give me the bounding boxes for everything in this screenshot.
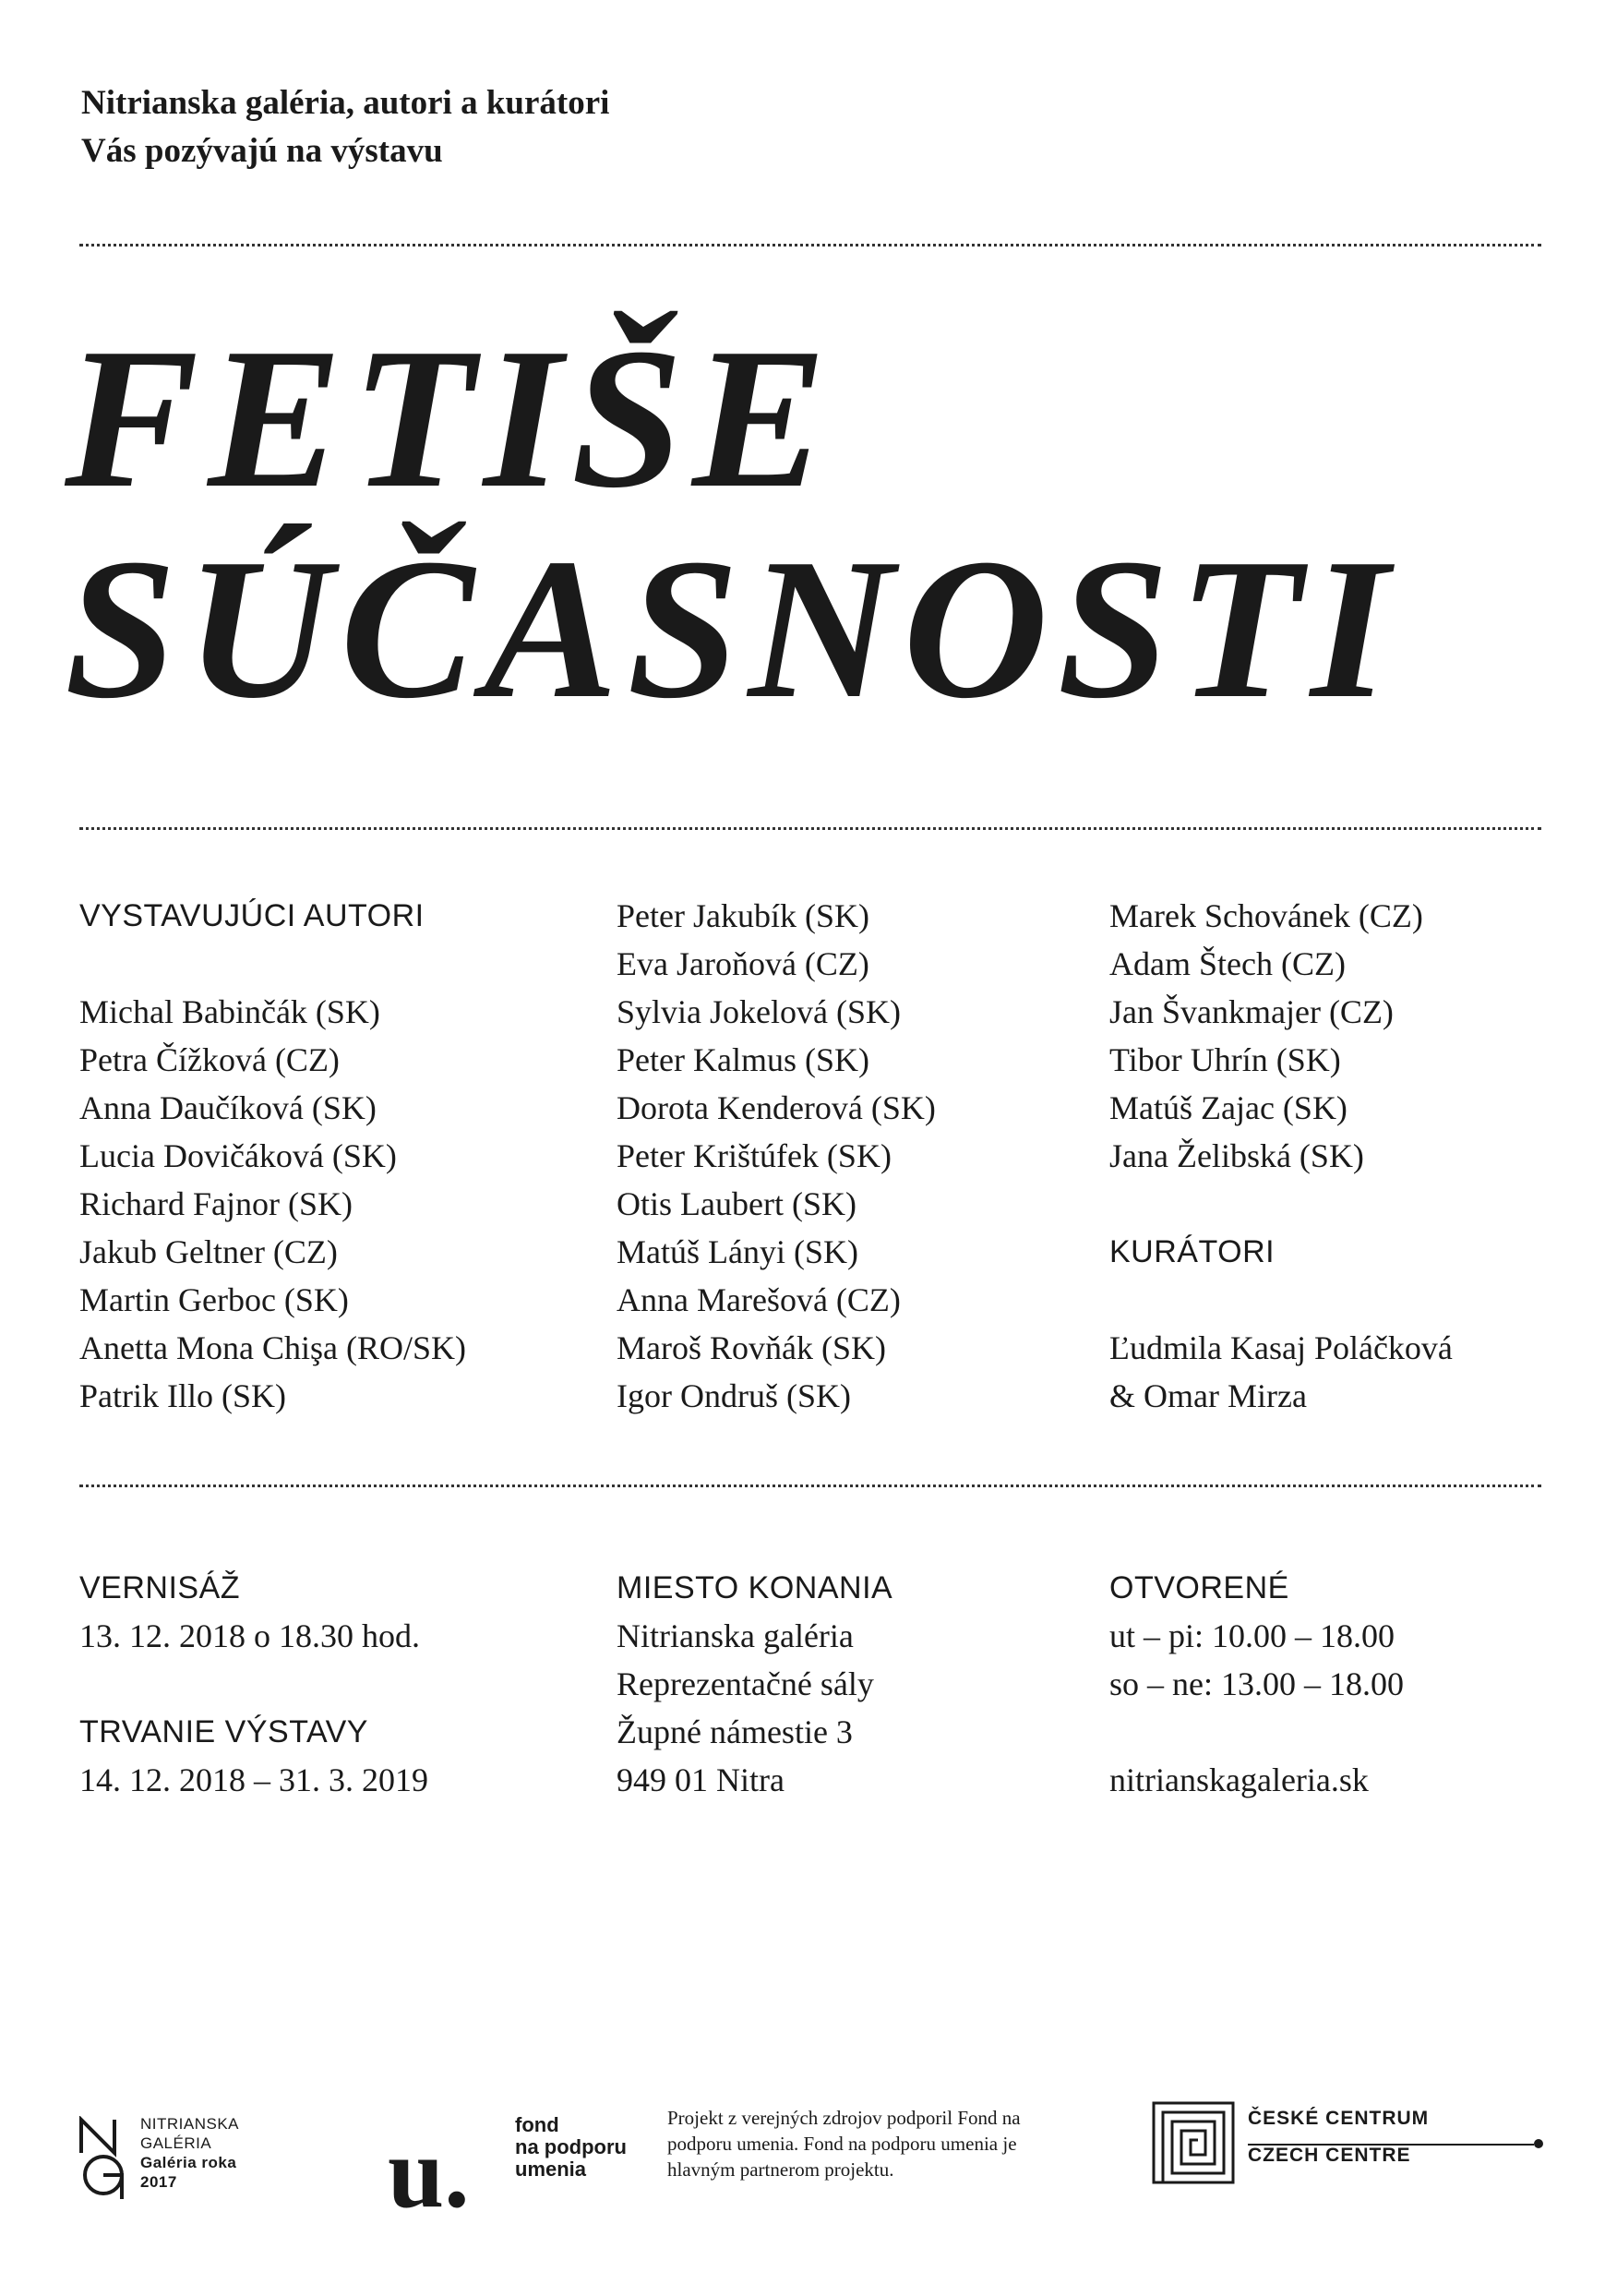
author-name: Tibor Uhrín (SK): [1109, 1041, 1341, 1078]
ng-logo-text: [140, 2114, 239, 2192]
info-dates: [79, 1564, 428, 1804]
czech-centre-maze-icon: [1152, 2101, 1235, 2184]
author-name: Jakub Geltner (CZ): [79, 1233, 338, 1270]
authors-column-3: [1109, 892, 1453, 1420]
author-name: Martin Gerboc (SK): [79, 1281, 349, 1318]
author-name: Maroš Rovňák (SK): [617, 1329, 886, 1366]
authors-column-1: [79, 892, 466, 1420]
author-name: Michal Babinčák (SK): [79, 993, 380, 1030]
title-line-2: SÚČASNOSTI: [65, 518, 1398, 740]
curator-name: Ľudmila Kasaj Poláčková: [1109, 1329, 1453, 1366]
intro: [81, 79, 609, 175]
venue-line: Župné námestie 3: [617, 1713, 853, 1750]
author-name: Matúš Lányi (SK): [617, 1233, 858, 1270]
author-name: Lucia Dovičáková (SK): [79, 1137, 397, 1174]
author-name: Eva Jaroňová (CZ): [617, 945, 869, 982]
divider-bottom: [79, 1485, 1541, 1487]
authors-column-2: [617, 892, 936, 1420]
curator-name: & Omar Mirza: [1109, 1377, 1307, 1414]
hours-line: ut – pi: 10.00 – 18.00: [1109, 1617, 1395, 1654]
venue-line: 949 01 Nitra: [617, 1761, 785, 1798]
title-line-1: FETIŠE: [65, 307, 836, 530]
vernisaz-value: 13. 12. 2018 o 18.30 hod.: [79, 1617, 420, 1654]
fond-logo: u.: [388, 2116, 470, 2229]
intro-line-1: Nitrianska galéria, autori a kurátori: [81, 84, 610, 122]
divider-top: [79, 244, 1541, 246]
hours-line: so – ne: 13.00 – 18.00: [1109, 1665, 1404, 1702]
author-name: Igor Ondruš (SK): [617, 1377, 851, 1414]
miesto-label: MIESTO KONANIA: [617, 1570, 893, 1605]
author-name: Peter Krištúfek (SK): [617, 1137, 892, 1174]
vernisaz-label: VERNISÁŽ: [79, 1570, 241, 1605]
author-name: Petra Čížková (CZ): [79, 1041, 340, 1078]
author-name: Jana Želibská (SK): [1109, 1137, 1364, 1174]
cc-line-cz: ČESKÉ CENTRUM: [1248, 2108, 1430, 2129]
author-name: Anetta Mona Chişa (RO/SK): [79, 1329, 466, 1366]
info-venue: [617, 1564, 892, 1804]
ng-line: GALÉRIA: [140, 2134, 212, 2152]
fond-line: fond: [515, 2113, 559, 2136]
czech-centre-text: [1248, 2107, 1429, 2168]
ng-monogram-icon: [78, 2116, 133, 2201]
author-name: Anna Daučíková (SK): [79, 1089, 377, 1126]
author-name: Sylvia Jokelová (SK): [617, 993, 901, 1030]
ng-award: Galéria roka: [140, 2154, 237, 2171]
curators-heading: KURÁTORI: [1109, 1234, 1276, 1269]
author-name: Marek Schovánek (CZ): [1109, 897, 1423, 934]
project-support-text: Projekt z verejných zdrojov podporil Fond na podporu umenia. Fond na podporu umenia je hlavným partnerom projektu.: [667, 2107, 1021, 2181]
website-link[interactable]: nitrianskagaleria.sk: [1109, 1761, 1369, 1798]
venue-line: Reprezentačné sály: [617, 1665, 874, 1702]
author-name: Peter Jakubík (SK): [617, 897, 869, 934]
cc-line-en: CZECH CENTRE: [1248, 2145, 1411, 2166]
otvorene-label: OTVORENÉ: [1109, 1570, 1289, 1605]
ng-line: NITRIANSKA: [140, 2115, 240, 2133]
author-name: Jan Švankmajer (CZ): [1109, 993, 1394, 1030]
info-opening: [1109, 1564, 1404, 1804]
divider-middle: [79, 827, 1541, 830]
author-name: Peter Kalmus (SK): [617, 1041, 869, 1078]
cc-rule: [1248, 2144, 1534, 2146]
authors-heading: VYSTAVUJÚCI AUTORI: [79, 898, 425, 933]
author-name: Adam Štech (CZ): [1109, 945, 1346, 982]
venue-line: Nitrianska galéria: [617, 1617, 854, 1654]
author-name: Matúš Zajac (SK): [1109, 1089, 1348, 1126]
exhibition-title: [65, 307, 1560, 740]
trvanie-label: TRVANIE VÝSTAVY: [79, 1714, 368, 1749]
ng-year: 2017: [140, 2173, 177, 2191]
fond-line: umenia: [515, 2158, 587, 2181]
author-name: Dorota Kenderová (SK): [617, 1089, 936, 1126]
fond-logo-text: [515, 2114, 627, 2181]
author-name: Anna Marešová (CZ): [617, 1281, 901, 1318]
intro-line-2: Vás pozývajú na výstavu: [81, 132, 443, 170]
author-name: Richard Fajnor (SK): [79, 1185, 353, 1222]
trvanie-value: 14. 12. 2018 – 31. 3. 2019: [79, 1761, 428, 1798]
cc-dot: [1534, 2139, 1543, 2148]
fond-line: na podporu: [515, 2135, 627, 2158]
author-name: Patrik Illo (SK): [79, 1377, 286, 1414]
author-name: Otis Laubert (SK): [617, 1185, 856, 1222]
